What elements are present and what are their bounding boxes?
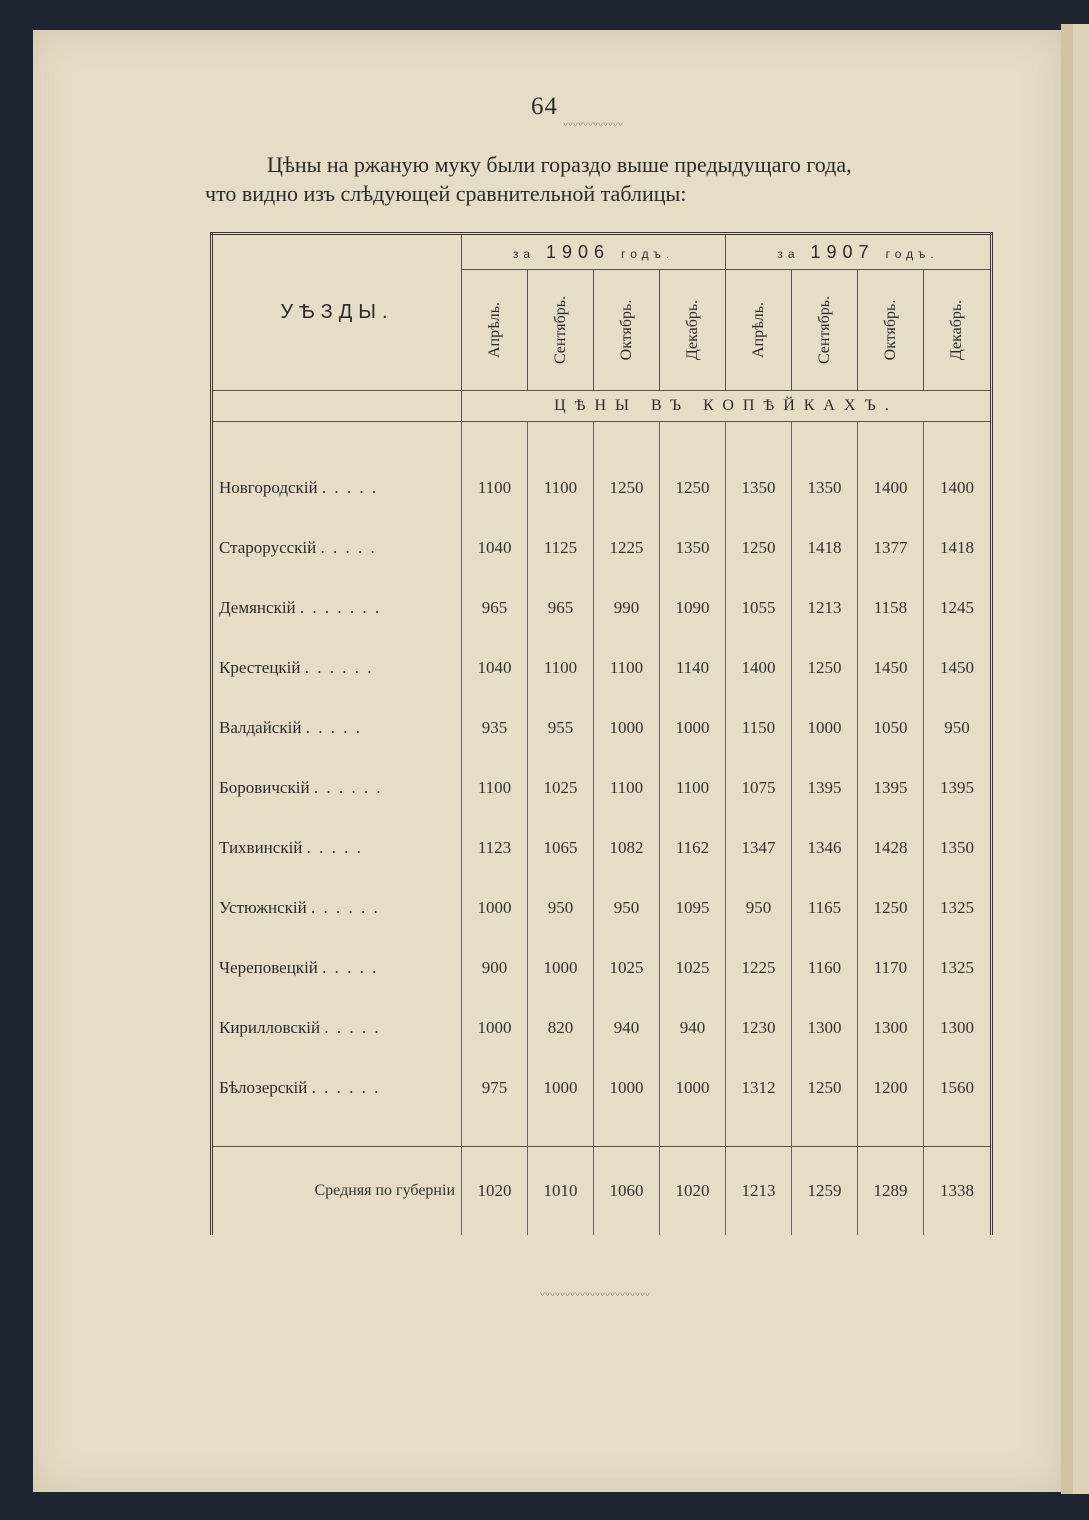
price-cell: 1000 <box>594 1058 660 1118</box>
leader-dots: . . . . . <box>324 1018 381 1037</box>
price-cell: 1395 <box>924 758 992 818</box>
leader-dots: . . . . . . <box>311 1078 381 1097</box>
price-cell: 965 <box>462 578 528 638</box>
average-cell: 1259 <box>792 1147 858 1236</box>
price-cell: 1250 <box>594 458 660 518</box>
price-cell: 1158 <box>858 578 924 638</box>
price-cell: 1395 <box>858 758 924 818</box>
month-header: Декабрь. <box>660 270 726 391</box>
price-cell: 1025 <box>528 758 594 818</box>
price-cell: 1000 <box>660 698 726 758</box>
price-cell: 1400 <box>726 638 792 698</box>
year-1906-header: за 1906 годъ. <box>462 234 726 270</box>
price-cell: 1100 <box>462 758 528 818</box>
leader-dots: . . . . . <box>322 958 379 977</box>
price-cell: 900 <box>462 938 528 998</box>
price-cell: 820 <box>528 998 594 1058</box>
price-cell: 975 <box>462 1058 528 1118</box>
uezd-name: Тихвинскій <box>219 838 303 857</box>
uezd-name-cell <box>212 998 462 1058</box>
page-edge <box>1061 24 1073 1494</box>
header-ornament: 〰〰〰〰〰〰 <box>563 122 623 130</box>
price-cell: 950 <box>594 878 660 938</box>
price-cell: 1100 <box>528 458 594 518</box>
price-cell: 1350 <box>660 518 726 578</box>
price-cell: 1100 <box>462 458 528 518</box>
price-cell: 1300 <box>858 998 924 1058</box>
price-cell: 1350 <box>792 458 858 518</box>
uezd-name: Валдайскій <box>219 718 302 737</box>
month-header: Апрѣль. <box>462 270 528 391</box>
uezd-name-cell <box>212 638 462 698</box>
price-cell: 1395 <box>792 758 858 818</box>
price-cell: 1450 <box>858 638 924 698</box>
price-cell: 1000 <box>792 698 858 758</box>
price-cell: 940 <box>594 998 660 1058</box>
leader-dots: . . . . . <box>305 718 362 737</box>
intro-line-1: Цѣны на ржаную муку были гораздо выше предыдущаго года, <box>267 152 852 177</box>
month-header: Октябрь. <box>594 270 660 391</box>
table-row <box>212 818 992 878</box>
uezd-name: Новгородскій <box>219 478 318 497</box>
month-header: Апрѣль. <box>726 270 792 391</box>
price-cell: 1100 <box>594 758 660 818</box>
table-row <box>212 758 992 818</box>
uezd-name-cell <box>212 458 462 518</box>
leader-dots: . . . . . . <box>313 778 383 797</box>
price-cell: 1250 <box>726 518 792 578</box>
price-cell: 1225 <box>726 938 792 998</box>
month-header: Октябрь. <box>858 270 924 391</box>
price-cell: 1350 <box>924 818 992 878</box>
uezd-name: Бѣлозерскій <box>219 1078 308 1097</box>
price-cell: 965 <box>528 578 594 638</box>
price-cell: 1300 <box>924 998 992 1058</box>
price-cell: 1312 <box>726 1058 792 1118</box>
price-cell: 1350 <box>726 458 792 518</box>
price-cell: 935 <box>462 698 528 758</box>
uezd-name-cell <box>212 758 462 818</box>
price-cell: 1065 <box>528 818 594 878</box>
average-row <box>212 1147 992 1236</box>
uezd-name: Череповецкій <box>219 958 318 977</box>
uezd-name-cell <box>212 818 462 878</box>
average-cell: 1060 <box>594 1147 660 1236</box>
price-cell: 1418 <box>924 518 992 578</box>
year-1907-header: за 1907 годъ. <box>726 234 992 270</box>
price-cell: 1428 <box>858 818 924 878</box>
price-cell: 1100 <box>528 638 594 698</box>
month-header: Декабрь. <box>924 270 992 391</box>
price-cell: 1150 <box>726 698 792 758</box>
price-cell: 1347 <box>726 818 792 878</box>
price-cell: 950 <box>528 878 594 938</box>
price-cell: 1075 <box>726 758 792 818</box>
table-body <box>212 458 992 1118</box>
uezd-name-cell <box>212 578 462 638</box>
price-cell: 1225 <box>594 518 660 578</box>
price-cell: 950 <box>924 698 992 758</box>
uezd-name-cell <box>212 698 462 758</box>
units-header: ЦѢНЫ ВЪ КОПѢЙКАХЪ. <box>462 391 992 422</box>
price-cell: 1095 <box>660 878 726 938</box>
price-cell: 1418 <box>792 518 858 578</box>
price-cell: 1400 <box>858 458 924 518</box>
price-cell: 1100 <box>594 638 660 698</box>
price-cell: 1025 <box>660 938 726 998</box>
price-cell: 1300 <box>792 998 858 1058</box>
uezd-name: Устюжнскій <box>219 898 307 917</box>
price-cell: 1000 <box>528 1058 594 1118</box>
price-cell: 1560 <box>924 1058 992 1118</box>
price-cell: 1100 <box>660 758 726 818</box>
uezd-name: Демянскій <box>219 598 296 617</box>
price-cell: 1325 <box>924 938 992 998</box>
table-row <box>212 638 992 698</box>
price-cell: 1123 <box>462 818 528 878</box>
price-cell: 1325 <box>924 878 992 938</box>
table-row <box>212 458 992 518</box>
price-cell: 1200 <box>858 1058 924 1118</box>
uezd-name-cell <box>212 938 462 998</box>
price-cell: 1000 <box>660 1058 726 1118</box>
intro-paragraph <box>205 150 995 208</box>
page-number: 64 <box>531 93 558 120</box>
price-cell: 1400 <box>924 458 992 518</box>
price-cell: 950 <box>726 878 792 938</box>
leader-dots: . . . . . <box>320 538 377 557</box>
table-row <box>212 1058 992 1118</box>
price-cell: 1230 <box>726 998 792 1058</box>
price-cell: 1040 <box>462 518 528 578</box>
uezd-name: Боровичскій <box>219 778 310 797</box>
price-cell: 990 <box>594 578 660 638</box>
footer-ornament: 〰〰〰〰〰〰〰〰〰〰〰 <box>540 1292 650 1300</box>
units-spacer <box>212 391 462 422</box>
price-cell: 1000 <box>594 698 660 758</box>
price-cell: 1250 <box>792 1058 858 1118</box>
price-cell: 1377 <box>858 518 924 578</box>
price-table <box>210 232 993 1235</box>
price-cell: 1250 <box>660 458 726 518</box>
average-label: Средняя по губерніи <box>212 1147 462 1236</box>
facing-page-edge <box>1073 24 1089 1494</box>
uezd-column-header: УѢЗДЫ. <box>212 234 462 391</box>
table-row <box>212 998 992 1058</box>
leader-dots: . . . . . . <box>304 658 374 677</box>
price-cell: 1160 <box>792 938 858 998</box>
price-cell: 1213 <box>792 578 858 638</box>
price-cell: 1170 <box>858 938 924 998</box>
average-cell: 1010 <box>528 1147 594 1236</box>
price-cell: 1125 <box>528 518 594 578</box>
uezd-name: Старорусскій <box>219 538 317 557</box>
price-cell: 1346 <box>792 818 858 878</box>
leader-dots: . . . . . . . <box>299 598 382 617</box>
price-cell: 1245 <box>924 578 992 638</box>
uezd-name: Кирилловскій <box>219 1018 321 1037</box>
uezd-name-cell <box>212 518 462 578</box>
price-cell: 1000 <box>528 938 594 998</box>
price-cell: 1165 <box>792 878 858 938</box>
leader-dots: . . . . . <box>321 478 379 497</box>
average-cell: 1020 <box>660 1147 726 1236</box>
average-cell: 1213 <box>726 1147 792 1236</box>
table-row <box>212 578 992 638</box>
table-row <box>212 878 992 938</box>
price-cell: 1162 <box>660 818 726 878</box>
price-cell: 940 <box>660 998 726 1058</box>
price-cell: 1250 <box>792 638 858 698</box>
uezd-name: Крестецкій <box>219 658 301 677</box>
price-cell: 1025 <box>594 938 660 998</box>
price-cell: 1450 <box>924 638 992 698</box>
leader-dots: . . . . . <box>306 838 363 857</box>
month-header: Сентябрь. <box>792 270 858 391</box>
price-cell: 1055 <box>726 578 792 638</box>
price-cell: 1082 <box>594 818 660 878</box>
table-row <box>212 938 992 998</box>
price-cell: 1090 <box>660 578 726 638</box>
price-cell: 1000 <box>462 998 528 1058</box>
price-cell: 1250 <box>858 878 924 938</box>
average-cell: 1020 <box>462 1147 528 1236</box>
month-header: Сентябрь. <box>528 270 594 391</box>
price-cell: 1050 <box>858 698 924 758</box>
table-row <box>212 518 992 578</box>
average-cell: 1289 <box>858 1147 924 1236</box>
price-cell: 1000 <box>462 878 528 938</box>
table-row <box>212 698 992 758</box>
average-cell: 1338 <box>924 1147 992 1236</box>
uezd-name-cell <box>212 1058 462 1118</box>
uezd-name-cell <box>212 878 462 938</box>
price-cell: 1040 <box>462 638 528 698</box>
price-cell: 955 <box>528 698 594 758</box>
price-cell: 1140 <box>660 638 726 698</box>
intro-line-2: что видно изъ слѣдующей сравнительной таблицы: <box>205 181 687 206</box>
leader-dots: . . . . . . <box>310 898 380 917</box>
